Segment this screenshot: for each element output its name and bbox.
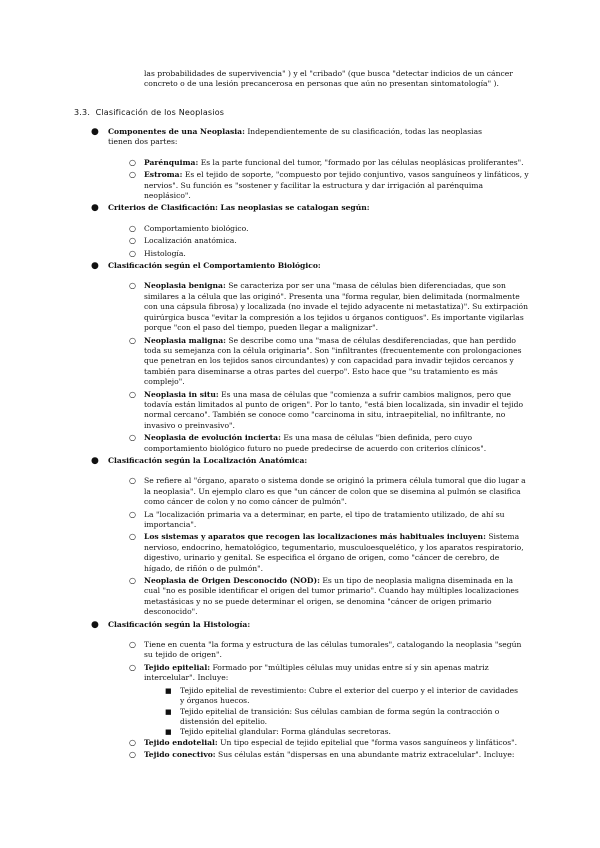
text: Se describe como una "masa de células desdiferenciadas, que han perdido toda su semejanza con la célula originaria". Son "infiltrantes (frecuentemente con prolongaciones que penetran en los tejidos sanos circundantes) y con capacidad para invadir tejidos cercanos y también para diseminarse a otras partes del cuerpo". Esto hace que "su tratamiento es más complejo". [144,335,522,387]
text: Independientemente de su clasificación, todas las neoplasias tienen dos partes: [108,127,483,147]
list-item-behavior [0,261,508,271]
list-item-incierta [0,433,530,454]
text: Tiene en cuenta "la forma y estructura de las células tumorales", catalogando la neoplasia "según su tejido de origen". [144,640,522,660]
list-item-location [0,456,508,466]
term: Clasificación según la Localización Anatómica: [108,455,308,465]
list-item-endotelial [0,738,530,748]
content [0,127,600,763]
section-title: Clasificación de los Neoplasios [95,108,225,117]
term: Clasificación según la Histología: [108,619,251,629]
term: Neoplasia in situ: [144,389,219,399]
text: Es la parte funcional del tumor, "formado por las células neoplásicas proliferantes". [200,157,524,167]
term: Neoplasia de Origen Desconocido (NOD): [144,576,320,586]
text: Formado por "múltiples células muy unidas entre sí y sin apenas matriz intercelular". Incluye: [144,662,489,683]
bullet: ■ [165,728,172,737]
text: Tejido epitelial glandular: Forma glándulas secretoras. [180,727,391,737]
text: Se refiere al "órgano, aparato o sistema donde se originó la primera célula tumoral que dio lugar a la neoplasia". Un ejemplo claro es que "un cáncer de colon que se disemina al pulmón se clasifica como cáncer de colon y no como cáncer de pulmón". [144,476,526,507]
list-item [0,224,530,234]
bullet: ■ [165,707,172,716]
list-item-estroma [0,170,530,201]
list-item-maligna [0,336,530,388]
sub-list-item [0,686,520,707]
list-item-epitelial [0,663,530,684]
bullet: ○ [129,532,136,542]
bullet: ○ [129,281,136,291]
term: Los sistemas y aparatos que recogen las localizaciones más habituales incluyen: [144,532,486,542]
intro-paragraph: las probabilidades de supervivencia" ) y el "cribado" (que busca "detectar indicios de un cáncer concreto o de una lesión precancerosa en personas que aún no presentan sintomatología" ). [144,69,513,89]
list-item-components [0,127,508,148]
list-item-nod [0,576,530,618]
bullet: ○ [129,389,136,399]
term: Tejido epitelial: [144,662,211,672]
term: Componentes de una Neoplasia: [108,127,245,136]
list-item [0,510,530,531]
text: Tejido epitelial de transición: Sus células cambian de forma según la contracción o distensión del epitelio. [180,706,500,726]
list-item [0,476,530,507]
text: Histología. [144,248,186,258]
text: Es un tipo de neoplasia maligna diseminada en la cual "no es posible identificar el origen del tumor primario". Cuando hay múltiples localizaciones metastásicas y no se puede determinar el origen, se denomina "cáncer de origen primario desconocido". [144,576,519,617]
bullet: ○ [129,335,136,345]
text: Es una masa de células que "comienza a sufrir cambios malignos, pero que todavía están limitados al punto de origen". Por lo tanto, "está bien localizada, sin invadir el tejido normal cercano". También se conoce como "carcinoma in situ, intraepitelial, no infiltrante, no invasivo o preinvasivo". [144,389,524,430]
sub-list-item [0,727,520,737]
section-heading [74,108,224,118]
bullet: ○ [129,476,136,486]
text: Tejido epitelial de revestimiento: Cubre el exterior del cuerpo y el interior de cavidades y órganos huecos. [180,685,519,706]
term: Tejido endotelial: [144,737,218,747]
section-number: 3.3. [74,108,91,117]
bullet: ■ [165,686,172,695]
text: Localización anatómica. [144,236,237,246]
bullet: ○ [129,509,136,519]
list-item-criteria [0,203,508,213]
bullet: ○ [129,750,136,760]
bullet: ○ [129,157,136,167]
text: Es una masa de células "bien definida, pero cuyo comportamiento biológico futuro no puede predecirse de acuerdo con criterios clínicos". [144,433,487,453]
list-item [0,236,530,246]
term: Neoplasia benigna: [144,281,226,291]
text: Es el tejido de soporte, "compuesto por tejido conjuntivo, vasos sanguíneos y linfáticos, y nervios". Su función es "sostener y facilitar la estructura y dar irrigación al parénquima neoplásico". [144,170,529,201]
list-item [0,640,530,661]
bullet: ○ [129,223,136,233]
bullet: ○ [129,248,136,258]
term: Estroma: [144,170,183,180]
bullet: ○ [129,662,136,672]
term: Neoplasia maligna: [144,335,226,345]
bullet: ○ [129,576,136,586]
term: Neoplasia de evolución incierta: [144,433,281,443]
term: Criterios de Clasificación: Las neoplasias se catalogan según: [108,203,370,213]
text: Sistema nervioso, endocrino, hematológico, tegumentario, musculoesquelético, y los aparatos respiratorio, digestivo, urinario y genital. Se especifica el órgano de origen, como "cáncer de cerebro, de hígado, de riñón o de pulmón". [144,532,524,573]
bullet: ○ [129,640,136,650]
text: Sus células están "dispersas en una abundante matriz extracelular". Incluye: [218,750,515,760]
term: Tejido conectivo: [144,750,216,760]
term: Parénquima: [144,157,199,167]
list-item-benigna [0,281,530,333]
text: Se caracteriza por ser una "masa de células bien diferenciadas, que son similares a la célula que las originó". Presenta una "forma regular, bien delimitada (normalmente con una cápsula fibrosa) y localizada (no invade el tejido adyacente ni metastatiza)". Su extirpación quirúrgica busca "evitar la compresión a los tejidos u órganos contiguos". Es importante vigilarlas porque "con el paso del tiempo, pueden llegar a malignizar". [144,281,529,333]
bullet: ● [91,203,99,214]
list-item-in-situ [0,390,530,432]
list-item-parenquima [0,158,530,168]
text: La "localización primaria va a determinar, en parte, el tipo de tratamiento utilizado, de ahí su importancia". [144,509,505,529]
bullet: ○ [129,170,136,180]
bullet: ● [91,455,99,466]
list-item-systems [0,532,530,574]
sub-list-item [0,707,520,728]
bullet: ○ [129,433,136,443]
text: Un tipo especial de tejido epitelial que "forma vasos sanguíneos y linfáticos". [220,737,518,747]
list-item-conectivo [0,750,530,760]
bullet: ○ [129,236,136,246]
bullet: ● [91,619,99,630]
bullet: ● [91,261,99,272]
term: Clasificación según el Comportamiento Biológico: [108,261,321,271]
bullet: ● [91,127,99,137]
text: Comportamiento biológico. [144,223,249,233]
bullet: ○ [129,737,136,747]
list-item [0,249,530,259]
list-item-histology [0,620,508,630]
